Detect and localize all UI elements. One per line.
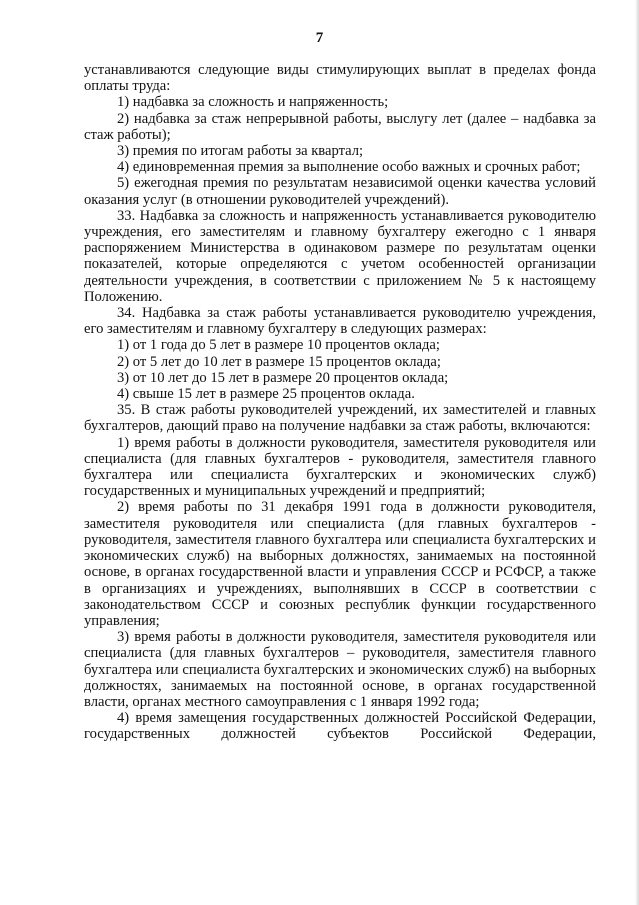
list-item-one-time-bonus: 4) единовременная премия за выполнение особо важных и срочных работ; — [117, 159, 581, 176]
document-body — [84, 62, 596, 743]
list-item-seniority-5-10: 2) от 5 лет до 10 лет в размере 15 процентов оклада; — [117, 353, 441, 370]
page-number: 7 — [315, 30, 324, 46]
list-item-allowance-complexity: 1) надбавка за сложность и напряженность; — [117, 94, 389, 111]
paragraph-34: 34. Надбавка за стаж работы устанавливается руководителю учреждения, его заместителям и главному бухгалтеру в следующих размерах: — [84, 305, 596, 338]
paragraph-35: 35. В стаж работы руководителей учреждений, их заместителей и главных бухгалтеров, дающий право на получение надбавки за стаж работы, включаются: — [84, 402, 596, 435]
list-item-seniority-1-5: 1) от 1 года до 5 лет в размере 10 процентов оклада; — [117, 337, 440, 354]
list-item-quarterly-bonus: 3) премия по итогам работы за квартал; — [117, 143, 364, 160]
list-item-seniority-10-15: 3) от 10 лет до 15 лет в размере 20 процентов оклада; — [117, 369, 449, 386]
paragraph-intro: устанавливаются следующие виды стимулирующих выплат в пределах фонда оплаты труда: — [84, 62, 596, 95]
list-item-allowance-seniority: 2) надбавка за стаж непрерывной работы, выслугу лет (далее – надбавка за стаж работы); — [84, 110, 596, 143]
list-item-seniority-over-15: 4) свыше 15 лет в размере 25 процентов оклада. — [117, 386, 415, 403]
page-edge-shadow — [635, 0, 639, 905]
list-item-work-time-1: 1) время работы в должности руководителя, заместителя руководителя или специалиста (для главных бухгалтеров - руководителя, заместителя главного бухгалтера или специалиста бухгалтерских и экономических служб) государственных и муниципальных учреждений и предприятий; — [84, 434, 596, 500]
list-item-work-time-2: 2) время работы по 31 декабря 1991 года в должности руководителя, заместителя руководителя или специалиста (для главных бухгалтеров - руководителя, заместителя главного бухгалтера или специалиста бухгалтерских и экономических служб) на выборных должностях, занимаемых на постоянной основе, в органах государственной власти и управления СССР и РСФСР, а также в организациях и учреждениях, выполнявших в СССР в соответствии с законодательством СССР и союзных республик функции государственного управления; — [84, 499, 596, 629]
paragraph-33: 33. Надбавка за сложность и напряженность устанавливается руководителю учреждения, его заместителям и главному бухгалтеру ежегодно с 1 января распоряжением Министерства в одинаковом размере по результатам оценки показателей, которые определяются с учетом особенностей организации деятельности учреждения, в соответствии с приложением № 5 к настоящему Положению. — [84, 207, 596, 305]
list-item-annual-bonus: 5) ежегодная премия по результатам независимой оценки качества условий оказания услуг (в отношении руководителей учреждений). — [84, 175, 596, 208]
list-item-work-time-4: 4) время замещения государственных должностей Российской Федерации, государственных должностей субъектов Российской Федерации, — [84, 710, 596, 743]
list-item-work-time-3: 3) время работы в должности руководителя, заместителя руководителя или специалиста (для главных бухгалтеров – руководителя, заместителя главного бухгалтера или специалиста бухгалтерских и экономических служб) на выборных должностях, занимаемых на постоянной основе, в органах государственной власти, органах местного самоуправления с 1 января 1992 года; — [84, 629, 596, 710]
